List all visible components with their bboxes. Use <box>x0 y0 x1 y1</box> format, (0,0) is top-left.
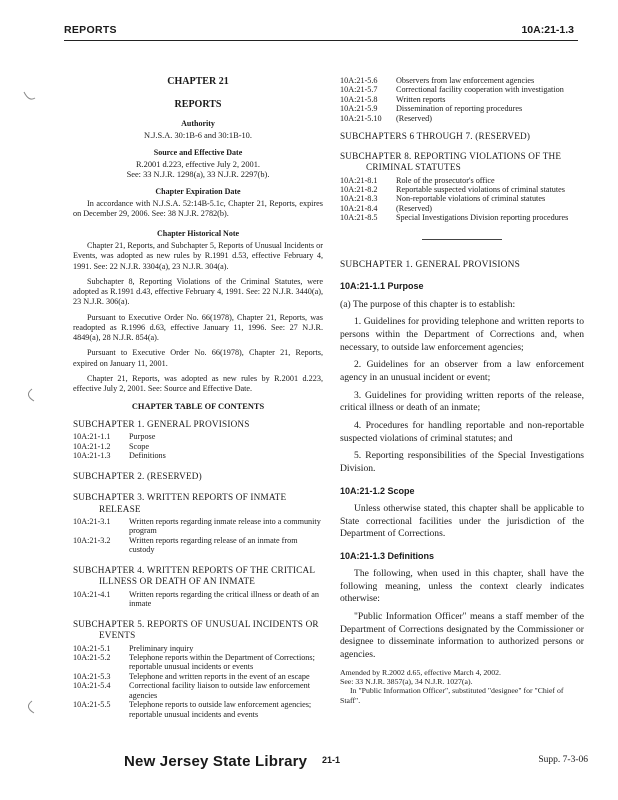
list-item: 5. Reporting responsibilities of the Special Investigations Division. <box>340 450 584 474</box>
section-number: 10A:21-5.7 <box>340 85 378 95</box>
section-title: Written reports <box>396 94 446 104</box>
toc-row <box>73 672 323 681</box>
section-number: 10A:21-5.2 <box>73 652 111 662</box>
toc-list <box>73 517 323 555</box>
section-number: 10A:21-5.6 <box>340 76 378 85</box>
section-number: 10A:21-1.1 <box>73 432 111 442</box>
source-line: See: 33 N.J.R. 1298(a), 33 N.J.R. 2297(b). <box>126 170 270 179</box>
history-paragraph: Chapter 21, Reports, was adopted as new rules by R.2001 d.223, effective July 2, 2001. See: Source and Effective Date. <box>73 373 323 393</box>
library-stamp: New Jersey State Library <box>124 753 308 770</box>
expiration-label: Chapter Expiration Date <box>155 186 241 196</box>
subchapter-title: SUBCHAPTER 4. WRITTEN REPORTS OF THE CRITICAL <box>73 564 316 575</box>
subchapter-title-cont: CRIMINAL STATUTES <box>366 162 461 173</box>
history-label: Chapter Historical Note <box>156 229 240 238</box>
toc-title: CHAPTER TABLE OF CONTENTS <box>131 402 265 412</box>
toc-list <box>340 76 584 123</box>
toc-row <box>340 85 584 94</box>
section-title: Special Investigations Division reporting procedures <box>396 213 569 223</box>
toc-row <box>340 213 584 222</box>
toc-row <box>73 517 323 536</box>
section-title: Telephone and written reports in the event of an escape <box>129 671 310 681</box>
section-number: 10A:21-5.3 <box>73 671 111 681</box>
section-title: Dissemination of reporting procedures <box>396 104 523 114</box>
subchapter-heading <box>73 565 323 588</box>
body-subchapter-heading: SUBCHAPTER 1. GENERAL PROVISIONS <box>340 259 521 270</box>
section-number: 10A:21-3.2 <box>73 535 111 545</box>
toc-row <box>73 442 323 451</box>
subchapter-heading <box>73 492 323 515</box>
subchapter-title-cont: RELEASE <box>99 503 141 514</box>
section-title: Telephone reports to outside law enforcement agencies; reportable unusual incidents and events <box>129 700 312 719</box>
toc-list <box>73 432 323 460</box>
section-title: Written reports regarding the critical illness or death of an inmate <box>129 589 319 609</box>
section-number: 10A:21-1.2 <box>73 441 111 451</box>
toc-row <box>73 681 323 700</box>
section-heading: 10A:21-1.1 Purpose <box>340 281 424 292</box>
expiration-text: In accordance with N.J.S.A. 52:14B-5.1c, Chapter 21, Reports, expires on December 29, 2006. See: 38 N.J.R. 2782(b). <box>73 198 323 218</box>
section-title: Non-reportable violations of criminal statutes <box>396 194 546 204</box>
subchapter-heading: SUBCHAPTERS 6 THROUGH 7. (RESERVED) <box>340 131 531 142</box>
running-header-left: REPORTS <box>64 24 117 36</box>
margin-mark <box>22 388 36 402</box>
section-number: 10A:21-8.5 <box>340 213 378 223</box>
toc-row <box>73 536 323 555</box>
body-paragraph: The following, when used in this chapter, shall have the following meaning, unless the context clearly indicates otherwise: <box>340 568 584 605</box>
toc-list <box>340 176 584 223</box>
subchapter-title-cont: ILLNESS OR DEATH OF AN INMATE <box>99 576 256 587</box>
supplement-date: Supp. 7-3-06 <box>538 755 588 765</box>
history-paragraph: Chapter 21, Reports, and Subchapter 5, Reports of Unusual Incidents or Events, was adopted as new rules by R.1991 d.53, effective February 4, 1991. See: 22 N.J.R. 3304(a), 23 N.J.R. 304(a). <box>73 241 323 271</box>
source-line: R.2001 d.223, effective July 2, 2001. <box>135 159 261 169</box>
right-column <box>340 76 584 705</box>
history-paragraph: Subchapter 8, Reporting Violations of the Criminal Statutes, were adopted as R.1991 d.43, effective February 4, 1991. See: 22 N.J.R. 3440(a), 23 N.J.R. 306(a). <box>73 276 323 307</box>
toc-row <box>340 76 584 85</box>
chapter-title: REPORTS <box>174 98 222 110</box>
source-label: Source and Effective Date <box>153 147 243 157</box>
toc-row <box>73 590 323 609</box>
section-number: 10A:21-5.8 <box>340 94 378 104</box>
authority-label: Authority <box>181 119 215 128</box>
subchapter-title: SUBCHAPTER 5. REPORTS OF UNUSUAL INCIDENTS OR <box>73 618 319 629</box>
section-title: Definitions <box>129 451 166 461</box>
section-title: Written reports regarding release of an inmate from custody <box>129 535 298 555</box>
left-column <box>73 76 323 721</box>
list-item: 3. Guidelines for providing written reports of the release, critical illness or death of an inmate; <box>340 389 584 414</box>
section-number: 10A:21-3.1 <box>73 517 111 527</box>
margin-mark <box>22 700 36 714</box>
toc-list <box>73 590 323 609</box>
section-title: (Reserved) <box>396 113 432 123</box>
subchapter-heading <box>73 619 323 642</box>
section-number: 10A:21-8.3 <box>340 194 378 204</box>
section-number: 10A:21-4.1 <box>73 589 111 599</box>
amendment-note: See: 33 N.J.R. 3857(a), 34 N.J.R. 1027(a). <box>340 677 473 686</box>
running-header-right: 10A:21-1.3 <box>521 24 574 36</box>
body-paragraph: (a) The purpose of this chapter is to establish: <box>340 298 516 310</box>
list-item: 1. Guidelines for providing telephone and written reports to persons within the Department of Corrections and, when necessary, to outside law enforcement agencies; <box>340 316 584 353</box>
page-number: 21-1 <box>322 755 341 765</box>
toc-list <box>73 644 323 719</box>
toc-row <box>340 185 584 194</box>
section-heading: 10A:21-1.3 Definitions <box>340 550 435 561</box>
subchapter-heading: SUBCHAPTER 2. (RESERVED) <box>73 470 202 481</box>
toc-row <box>340 114 584 123</box>
amendment-note: In "Public Information Officer", substituted "designee" for "Chief of Staff". <box>340 686 564 705</box>
subchapter-heading: SUBCHAPTER 1. GENERAL PROVISIONS <box>73 418 250 429</box>
definition-paragraph: "Public Information Officer" means a staff member of the Department of Corrections designated by the Commissioner or designee to disseminate information to authorized persons or agencies. <box>340 611 584 660</box>
section-divider <box>422 239 502 240</box>
toc-row <box>73 644 323 653</box>
section-number: 10A:21-5.5 <box>73 700 111 710</box>
section-number: 10A:21-8.2 <box>340 185 378 195</box>
toc-row <box>340 194 584 203</box>
section-title: Role of the prosecutor's office <box>396 175 495 185</box>
history-paragraph: Pursuant to Executive Order No. 66(1978), Chapter 21, Reports, was readopted as R.1996 d.63, effective January 11, 1996. See: 27 N.J.R. 4849(a), 28 N.J.R. 854(a). <box>73 312 323 342</box>
chapter-number: CHAPTER 21 <box>167 76 229 87</box>
section-title: Scope <box>129 441 150 451</box>
toc-row <box>73 653 323 672</box>
section-title: Reportable suspected violations of criminal statutes <box>396 185 565 195</box>
list-item: 2. Guidelines for an observer from a law enforcement agency in an unusual incident or event; <box>340 359 584 383</box>
section-number: 10A:21-5.10 <box>340 113 382 123</box>
section-title: Correctional facility liaison to outside law enforcement agencies <box>129 681 310 700</box>
section-title: Correctional facility cooperation with investigation <box>396 85 564 95</box>
section-title: Telephone reports within the Department of Corrections; reportable unusual incidents or events <box>129 652 315 672</box>
toc-row <box>73 432 323 441</box>
toc-row <box>340 104 584 113</box>
section-title: Observers from law enforcement agencies <box>396 76 535 85</box>
subchapter-heading <box>340 151 584 174</box>
subchapter-title-cont: EVENTS <box>99 630 136 641</box>
history-paragraph: Pursuant to Executive Order No. 66(1978), Chapter 21, Reports, expired on January 11, 2001. <box>73 348 323 368</box>
margin-mark <box>22 90 36 104</box>
section-number: 10A:21-5.4 <box>73 681 111 691</box>
section-number: 10A:21-8.4 <box>340 203 378 213</box>
section-title: Purpose <box>129 432 156 442</box>
section-title: (Reserved) <box>396 203 432 213</box>
header-rule <box>64 40 578 41</box>
section-number: 10A:21-5.9 <box>340 104 378 114</box>
toc-row <box>73 451 323 460</box>
body-paragraph: Unless otherwise stated, this chapter shall be applicable to State correctional facilities under the jurisdiction of the Department of Corrections. <box>340 502 584 540</box>
list-item: 4. Procedures for handling reportable and non-reportable suspected violations of criminal statutes; and <box>340 419 584 444</box>
section-heading: 10A:21-1.2 Scope <box>340 485 415 496</box>
amendment-note: Amended by R.2002 d.65, effective March 4, 2002. <box>340 667 501 677</box>
section-number: 10A:21-5.1 <box>73 643 111 653</box>
authority-text: N.J.S.A. 30:1B-6 and 30:1B-10. <box>144 131 252 140</box>
toc-row <box>340 204 584 213</box>
toc-row <box>340 95 584 104</box>
toc-row <box>73 700 323 719</box>
subchapter-title: SUBCHAPTER 3. WRITTEN REPORTS OF INMATE <box>73 492 287 503</box>
section-number: 10A:21-1.3 <box>73 451 111 461</box>
section-title: Written reports regarding inmate release into a community program <box>129 517 321 536</box>
toc-row <box>340 176 584 185</box>
section-title: Preliminary inquiry <box>129 643 194 653</box>
section-number: 10A:21-8.1 <box>340 175 378 185</box>
subchapter-title: SUBCHAPTER 8. REPORTING VIOLATIONS OF THE <box>340 150 562 161</box>
